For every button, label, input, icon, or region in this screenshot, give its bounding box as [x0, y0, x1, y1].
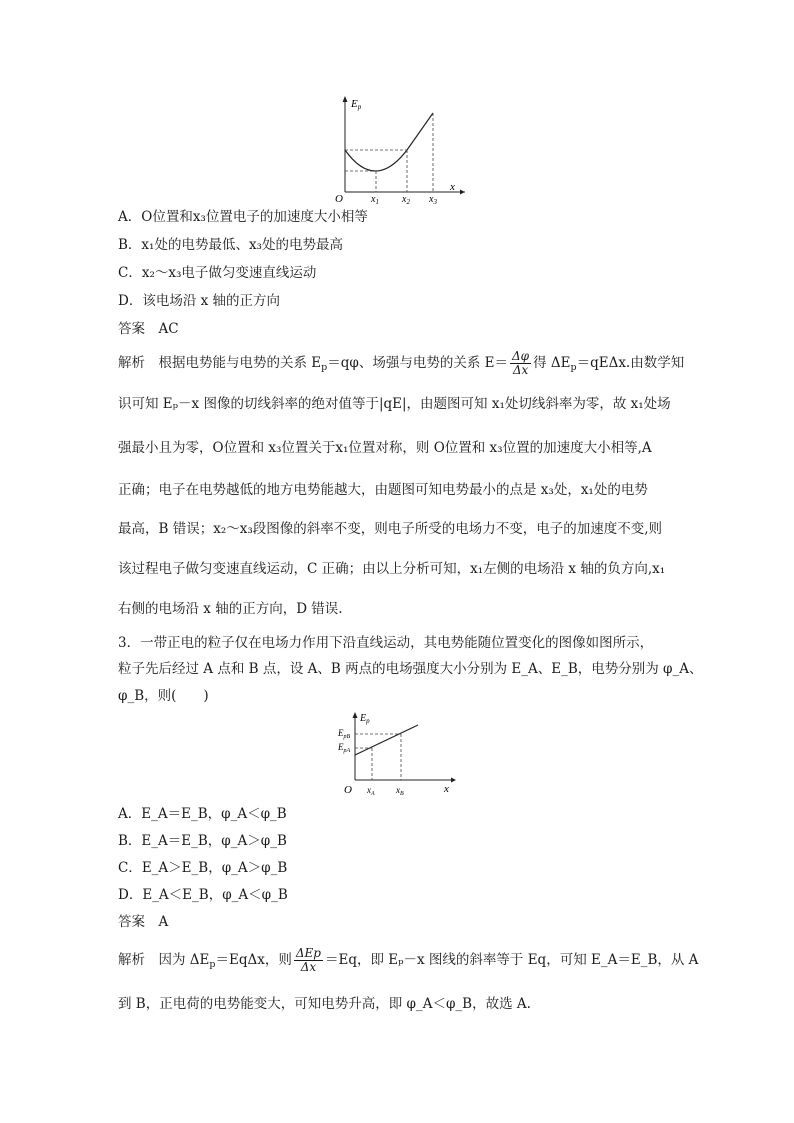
q3-answer: 答案 A [118, 914, 169, 930]
q3-analysis-text-a: 解析 因为 ΔE [118, 952, 210, 968]
tick-xa: $x_A$ [367, 785, 375, 797]
q2-analysis-fraction [510, 350, 531, 377]
q2-analysis-line-6: 该过程电子做匀变速直线运动，C 正确；由以上分析可知，x₁左侧的电场沿 x 轴的负方向,x₁ [118, 561, 666, 577]
fraction-numerator: ΔEp [295, 946, 321, 960]
q2-analysis-line-2: 识可知 Eₚ－x 图像的切线斜率的绝对值等于|qE|，由题图可知 x₁处切线斜率为零，故 x₁处场 [118, 396, 671, 412]
q2-option-c: C．x₂～x₃电子做匀变速直线运动 [118, 265, 317, 281]
q3-option-b: B．E_A＝E_B，φ_A＞φ_B [118, 833, 287, 849]
fraction-numerator: Δφ [512, 349, 530, 363]
x-axis-arrow [451, 778, 456, 783]
figure-ep-x-linear [330, 708, 470, 800]
figure-ep-x-curve [330, 90, 470, 205]
x-axis-label: x [450, 181, 455, 193]
ep-curve [345, 113, 433, 171]
q2-analysis-line-1 [118, 348, 684, 383]
y-axis-arrow [353, 712, 358, 718]
figure-1-svg [330, 90, 470, 205]
q2-option-d: D．该电场沿 x 轴的正方向 [118, 293, 281, 309]
tick-x2: $x_2$ [402, 194, 410, 205]
fraction-denominator: Δx [300, 960, 317, 974]
q3-option-c: C．E_A＞E_B，φ_A＞φ_B [118, 860, 288, 876]
y-axis-label: Ep [351, 98, 362, 111]
q3-analysis-text-d: ＝Eq，即 Eₚ－x 图线的斜率等于 Eq，可知 E_A＝E_B，从 A [324, 952, 699, 968]
q2-option-a: A．O位置和x₃位置电子的加速度大小相等 [118, 209, 368, 225]
q2-analysis-line-4: 正确；电子在电势越低的地方电势能越大，由题图可知电势最小的点是 x₃处，x₁处的电势 [118, 482, 648, 498]
q2-answer: 答案 AC [118, 321, 179, 337]
origin-label: O [335, 193, 343, 205]
q2-analysis-text-f: ＝qEΔx.由数学知 [576, 355, 685, 371]
fraction-denominator: Δx [512, 363, 529, 377]
q3-stem-line-2: 粒子先后经过 A 点和 B 点，设 A、B 两点的电场强度大小分别为 E_A、E_B，电势分别为 φ_A、 [118, 661, 703, 677]
q3-analysis-sub-p: p [209, 959, 216, 970]
tick-xb: $x_B$ [396, 785, 404, 797]
q2-option-b: B．x₁处的电势最低、x₃处的电势最高 [118, 237, 343, 253]
q3-option-d: D．E_A＜E_B，φ_A＜φ_B [118, 887, 288, 903]
epb-label: $E_{pB}$ [338, 728, 351, 740]
ep-line [355, 725, 418, 755]
x-axis-arrow [460, 190, 465, 195]
q3-stem-line-1: 3．一带正电的粒子仅在电场力作用下沿直线运动，其电势能随位置变化的图像如图所示， [118, 635, 654, 651]
q2-analysis-line-7: 右侧的电场沿 x 轴的正方向，D 错误. [118, 601, 343, 617]
q2-analysis-sub-p1: p [321, 362, 328, 373]
q2-analysis-text-a: 解析 根据电势能与电势的关系 E [118, 355, 322, 371]
q2-analysis-text-d: 得 ΔE [533, 355, 571, 371]
q2-analysis-sub-p2: p [570, 362, 577, 373]
q2-analysis-line-5: 最高，B 错误；x₂～x₃段图像的斜率不变，则电子所受的电场力不变，电子的加速度不变,则 [118, 521, 663, 537]
x-axis-label: x [444, 783, 449, 795]
q3-stem-line-3: φ_B，则( ) [118, 688, 209, 704]
origin-label: O [344, 784, 352, 796]
epa-label: $E_{pA}$ [338, 742, 351, 754]
q3-option-a: A．E_A＝E_B，φ_A＜φ_B [118, 806, 287, 822]
q3-analysis-line-1 [118, 945, 698, 980]
q3-analysis-line-2: 到 B，正电荷的电势能变大，可知电势升高，即 φ_A＜φ_B，故选 A. [118, 996, 531, 1012]
y-axis-label: $E_p$ [360, 713, 370, 725]
q2-analysis-line-3: 强最小且为零，O位置和 x₃位置关于x₁位置对称，则 O位置和 x₃位置的加速度大小相等,A [118, 440, 652, 456]
figure-2-svg [330, 708, 470, 800]
q3-analysis-text-c: ＝EqΔx，则 [215, 952, 292, 968]
q2-analysis-text-c: ＝qφ、场强与电势的关系 E＝ [327, 355, 508, 371]
tick-x3: $x_3$ [429, 194, 437, 205]
y-axis-arrow [343, 96, 348, 102]
tick-x1: $x_1$ [371, 194, 379, 205]
q3-analysis-fraction [294, 947, 323, 974]
